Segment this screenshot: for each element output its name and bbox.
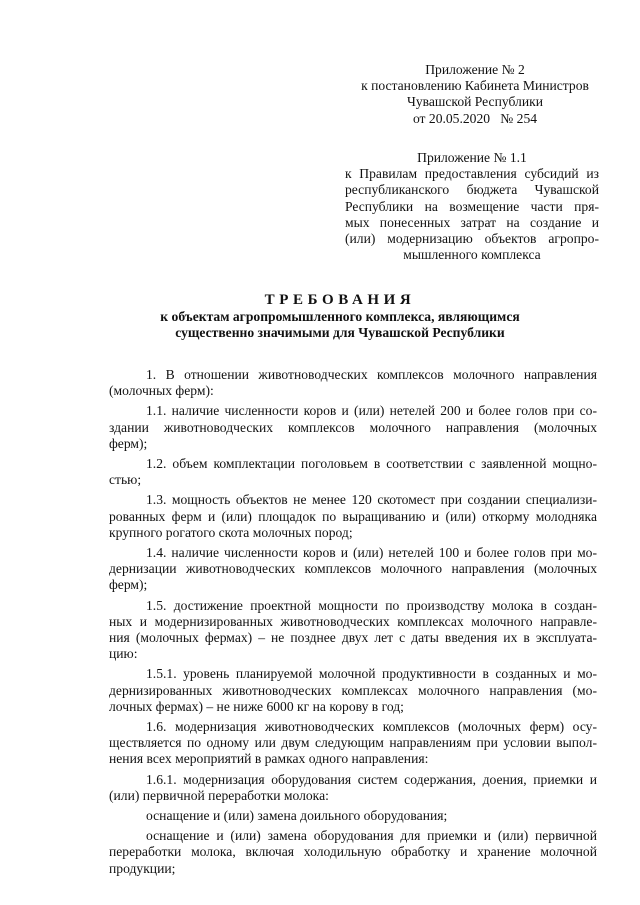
paragraph-line: переработки молока, включая холодильную обработку и хранение молочной xyxy=(109,844,597,860)
resolution-number: № 254 xyxy=(500,110,538,126)
paragraph xyxy=(109,492,597,541)
paragraph-line: здании животноводческих комплексов молочного направления (молочных xyxy=(109,419,597,435)
paragraph-line: 1.6.1. модернизация оборудования систем содержания, доения, приемки и xyxy=(146,771,597,787)
appendix-2-line: Приложение № 2 xyxy=(425,62,525,77)
paragraph-line: (или) первичной переработки молока: xyxy=(109,787,329,803)
paragraph-line: ных и модернизированных животноводческих комплексах молочного направле- xyxy=(109,613,597,629)
paragraph-line: 1.2. объем комплектации поголовьем в соответствии с заявленной мощно- xyxy=(146,456,597,472)
paragraph-line: оснащение и (или) замена доильного оборудования; xyxy=(146,808,448,824)
paragraph-line: 1.1. наличие численности коров и (или) нетелей 200 и более голов при со- xyxy=(146,403,597,419)
paragraph-line: 1.3. мощность объектов не менее 120 скотомест при создании специализи- xyxy=(146,492,597,508)
paragraph xyxy=(109,772,597,804)
paragraph xyxy=(109,367,597,399)
appendix-1-1-line: республиканского бюджета Чувашской xyxy=(345,182,599,198)
paragraph xyxy=(109,598,597,663)
appendix-1-1-line: Республики на возмещение части пря- xyxy=(345,198,599,214)
appendix-2-line: Чувашской Республики xyxy=(407,94,543,110)
appendix-1-1-title: Приложение № 1.1 xyxy=(417,150,527,165)
paragraph-line: дернизации животноводческих комплексов молочного направления (молочных xyxy=(109,561,597,577)
appendix-2-header xyxy=(355,62,595,127)
paragraph-line: лочных фермах) – не ниже 6000 кг на корову в год; xyxy=(109,698,404,714)
paragraph-line: ферм); xyxy=(109,577,148,593)
paragraph-line: стью; xyxy=(109,472,142,488)
document-title xyxy=(100,291,580,342)
paragraph-line: продукции; xyxy=(109,860,176,876)
paragraph xyxy=(109,666,597,715)
title-requirements: ТРЕБОВАНИЯ xyxy=(264,292,416,308)
paragraph-line: 1.5.1. уровень планируемой молочной продуктивности в созданных и мо- xyxy=(146,666,597,682)
paragraph-line: нения всех мероприятий в рамках одного направления: xyxy=(109,751,429,767)
paragraph-line: крупного рогатого скота молочных пород; xyxy=(109,524,353,540)
paragraph-line: 1. В отношении животноводческих комплексов молочного направления xyxy=(146,367,597,382)
paragraph-line: ния (молочных фермах) – не позднее двух лет с даты введения их в эксплуата- xyxy=(109,630,597,646)
title-subtitle-line: к объектам агропромышленного комплекса, являющимся xyxy=(160,309,520,324)
paragraph-line: дернизированных животноводческих комплексах молочного направления (мо- xyxy=(109,682,597,698)
document-body xyxy=(109,367,597,881)
paragraph xyxy=(109,456,597,488)
paragraph-line: 1.4. наличие численности коров и (или) нетелей 100 и более голов при мо- xyxy=(146,545,597,561)
appendix-1-1-line: к Правилам предоставления субсидий из xyxy=(345,166,599,182)
appendix-1-1-header xyxy=(345,150,599,263)
paragraph-line: (молочных ферм): xyxy=(109,383,214,399)
paragraph-line: рованных ферм и (или) площадок по выращиванию и (или) откорму молодняка xyxy=(109,508,597,524)
paragraph-line: цию: xyxy=(109,646,138,662)
resolution-date: от 20.05.2020 xyxy=(412,110,491,126)
appendix-2-line: к постановлению Кабинета Министров xyxy=(361,78,589,94)
paragraph-line: ществляется по одному или двум следующим направлениям при условии выпол- xyxy=(109,735,597,751)
title-subtitle-line: существенно значимыми для Чувашской Республики xyxy=(175,325,505,341)
appendix-1-1-line: мых понесенных затрат на создание и xyxy=(345,214,599,230)
paragraph-line: 1.6. модернизация животноводческих комплексов (молочных ферм) осу- xyxy=(146,719,597,735)
paragraph xyxy=(109,545,597,594)
paragraph xyxy=(109,808,597,824)
paragraph-line: 1.5. достижение проектной мощности по производству молока в создан- xyxy=(146,597,597,613)
appendix-1-1-line: мышленного комплекса xyxy=(403,247,541,263)
paragraph-line: оснащение и (или) замена оборудования для приемки и (или) первичной xyxy=(146,828,597,844)
paragraph-line: ферм); xyxy=(109,435,148,451)
paragraph xyxy=(109,828,597,877)
appendix-1-1-line: (или) модернизацию объектов агропро- xyxy=(345,231,599,247)
appendix-2-date-line xyxy=(355,111,595,127)
paragraph xyxy=(109,403,597,452)
paragraph xyxy=(109,719,597,768)
